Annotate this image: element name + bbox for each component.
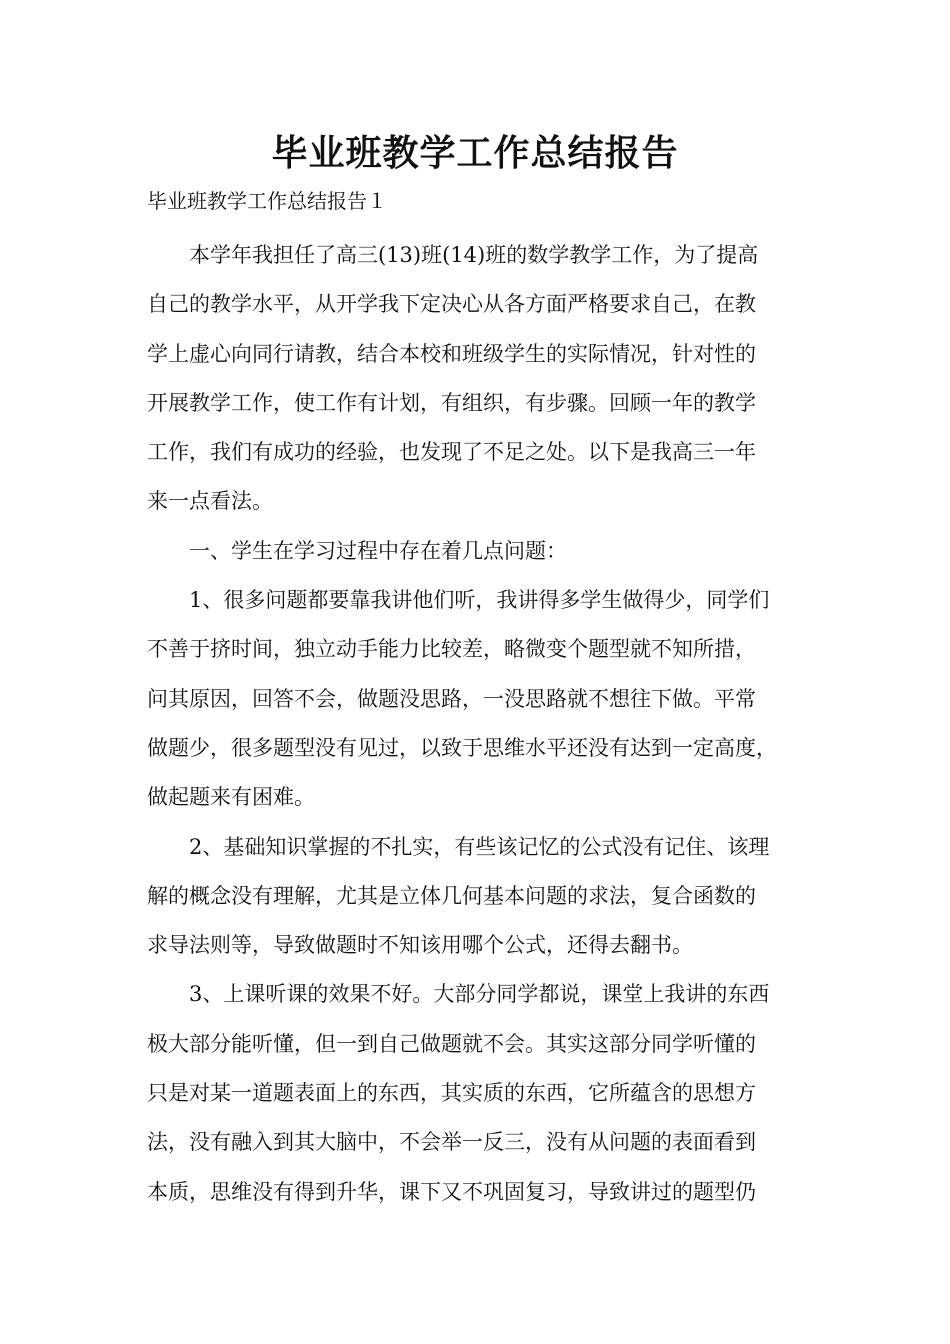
text-line: 做起题来有困难。: [147, 785, 315, 810]
text-line: 开展教学工作，使工作有计划，有组织，有步骤。回顾一年的教学: [147, 390, 756, 415]
text-line: 做题少，很多题型没有见过，以致于思维水平还没有达到一定高度，: [147, 735, 777, 760]
text-line: 法，没有融入到其大脑中，不会举一反三，没有从问题的表面看到: [147, 1130, 756, 1155]
text-line: 工作，我们有成功的经验，也发现了不足之处。以下是我高三一年: [147, 440, 756, 465]
text-line: 解的概念没有理解，尤其是立体几何基本问题的求法，复合函数的: [147, 883, 756, 908]
text-line: 不善于挤时间，独立动手能力比较差，略微变个题型就不知所措，: [147, 637, 756, 662]
text-line: 自己的教学水平，从开学我下定决心从各方面严格要求自己，在教: [147, 292, 756, 317]
text-line: 极大部分能听懂，但一到自己做题就不会。其实这部分同学听懂的: [147, 1031, 756, 1056]
text-line: 学上虚心向同行请教，结合本校和班级学生的实际情况，针对性的: [147, 341, 756, 366]
text-line: 本质，思维没有得到升华，课下又不巩固复习，导致讲过的题型仍: [147, 1179, 756, 1204]
document-body: [147, 231, 810, 1217]
text-line: 求导法则等，导致做题时不知该用哪个公式，还得去翻书。: [147, 933, 693, 958]
document-subtitle: 毕业班教学工作总结报告１: [147, 189, 387, 213]
text-line: 来一点看法。: [147, 489, 273, 514]
document-title: 毕业班教学工作总结报告: [271, 132, 679, 174]
text-line: 只是对某一道题表面上的东西，其实质的东西，它所蕴含的思想方: [147, 1081, 756, 1106]
text-line: 一、学生在学习过程中存在着几点问题：: [189, 538, 567, 563]
text-line: 问其原因，回答不会，做题没思路，一没思路就不想往下做。平常: [147, 686, 756, 711]
text-line: 本学年我担任了高三(13)班(14)班的数学教学工作，为了提高: [189, 243, 759, 267]
text-line: 3、上课听课的效果不好。大部分同学都说，课堂上我讲的东西: [189, 982, 770, 1007]
text-line: 2、基础知识掌握的不扎实，有些该记忆的公式没有记住、该理: [189, 834, 770, 859]
text-line: 1、很多问题都要靠我讲他们听，我讲得多学生做得少，同学们: [189, 588, 770, 613]
